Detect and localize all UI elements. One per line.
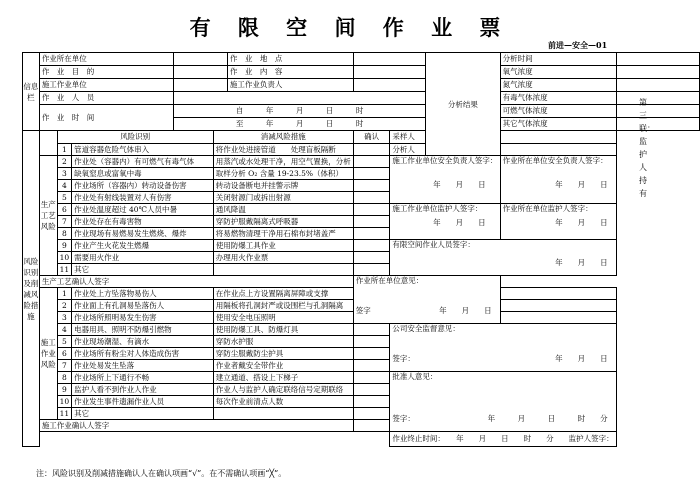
confirm-cell[interactable] <box>353 372 390 384</box>
risk-item: 作业场所上下通行不畅 <box>72 372 214 384</box>
analysis-value[interactable] <box>616 92 699 105</box>
analysis-item: 氮气浓度 <box>500 79 616 92</box>
process-risk-label: 生产工艺风险 <box>39 156 57 276</box>
row-number: 11 <box>57 408 72 420</box>
analysis-item: 分析时间 <box>500 53 616 66</box>
construction-lead-label: 施工作业负责人 <box>227 79 353 92</box>
analysis-label: 分析结果 <box>426 53 500 156</box>
owner-opinion[interactable] <box>353 276 500 324</box>
risk-item: 需要用火作业 <box>72 252 214 264</box>
risk-item: 作业处易发生坠落 <box>72 360 214 372</box>
row-number: 4 <box>57 180 72 192</box>
confirm-cell[interactable] <box>353 324 390 336</box>
measure-item: 转动设备断电并挂警示牌 <box>213 180 353 192</box>
confirm-cell[interactable] <box>353 204 390 216</box>
analysis-value[interactable] <box>616 79 699 92</box>
risk-measure-header: 消减风险措施 <box>213 131 353 144</box>
measure-item: 使用防爆工具作业 <box>213 240 353 252</box>
analysis-value[interactable] <box>616 66 699 79</box>
row-number: 5 <box>57 192 72 204</box>
row-number: 8 <box>57 372 72 384</box>
location-value[interactable] <box>353 53 425 66</box>
measure-item: 办理用火作业票 <box>213 252 353 264</box>
risk-identify-header: 风险识别 <box>57 131 213 144</box>
row-number: 1 <box>57 288 72 300</box>
risk-item: 作业处存在有毒害物 <box>72 216 214 228</box>
risk-item: 作业发生事件遗漏作业人员 <box>72 396 214 408</box>
time-label: 作 业 时 间 <box>39 105 173 131</box>
risk-item: 作业面上有孔洞易坠落伤人 <box>72 300 214 312</box>
measure-item: 建立通道、搭设上下梯子 <box>213 372 353 384</box>
row-number: 3 <box>57 168 72 180</box>
approver-sign: 签字： <box>392 414 415 423</box>
risk-section-label: 风险识别及削减风险措施 <box>23 131 40 447</box>
personnel-label: 作 业 人 员 <box>39 92 173 105</box>
time-from[interactable]: 自 年 月 日 时 <box>173 105 425 118</box>
measure-item: 每次作业前清点人数 <box>213 396 353 408</box>
copy-note: 第三联：监护人持有 <box>639 98 655 198</box>
analysis-item: 可燃气体浓度 <box>500 105 616 118</box>
purpose-label: 作 业 目 的 <box>39 66 173 79</box>
risk-item: 其它 <box>72 264 214 276</box>
analysis-value[interactable] <box>616 53 699 66</box>
confirm-cell[interactable] <box>353 144 390 156</box>
space-personnel-date: 年 月 日 <box>555 258 608 267</box>
measure-item: 用隔板将孔洞封严或设围栏与孔洞隔离 <box>213 300 353 312</box>
measure-item: 将易燃物清理干净用石棉布封堵盖严 <box>213 228 353 240</box>
row-number: 2 <box>57 300 72 312</box>
row-number: 4 <box>57 324 72 336</box>
risk-item: 作业处有射线装置对人有伤害 <box>72 192 214 204</box>
row-number: 11 <box>57 264 72 276</box>
row-number: 10 <box>57 396 72 408</box>
company-opinion-date: 年 月 日 <box>555 354 608 363</box>
row-number: 9 <box>57 240 72 252</box>
analysis-item: 其它气体浓度 <box>500 118 616 131</box>
row-number: 7 <box>57 360 72 372</box>
construction-unit-value[interactable] <box>173 79 227 92</box>
risk-item: 作业场所照明易发生伤害 <box>72 312 214 324</box>
row-number: 8 <box>57 228 72 240</box>
risk-item: 缺氧窒息或富氧中毒 <box>72 168 214 180</box>
row-number: 10 <box>57 252 72 264</box>
unit-guard-label: 施工作业单位监护人签字： <box>392 204 483 213</box>
risk-item: 电器用具、照明不防爆引燃物 <box>72 324 214 336</box>
construction-lead-value[interactable] <box>353 79 425 92</box>
risk-item: 作业处温度超过 40℃人员中暑 <box>72 204 214 216</box>
approver-label: 批准人意见： <box>392 372 438 381</box>
confirm-cell[interactable] <box>353 228 390 240</box>
measure-item: 取样分析 O₂ 含量 19-23.5%（体积） <box>213 168 353 180</box>
confirm-cell[interactable] <box>353 168 390 180</box>
confirm-cell[interactable] <box>353 156 390 168</box>
personnel-value[interactable] <box>173 92 425 105</box>
risk-item: 作业处（容器内）有可燃气有毒气体 <box>72 156 214 168</box>
risk-item: 作业现场有易燃易发生燃烧、爆炸 <box>72 228 214 240</box>
unit-safety-label: 施工作业单位安全负责人签字： <box>392 156 498 165</box>
measure-item: 在作业点上方设置隔离屏障或支撑 <box>213 288 353 300</box>
unit-guard-date: 年 月 日 <box>433 218 486 227</box>
company-opinion-label: 公司安全监督意见： <box>392 324 460 333</box>
company-opinion[interactable] <box>390 324 616 372</box>
analysis-item: 采样人 <box>390 131 426 144</box>
owner-guard-sign[interactable] <box>500 204 616 240</box>
work-permit-table <box>22 52 700 447</box>
risk-item: 作业场所（容器内）转动设备伤害 <box>72 180 214 192</box>
measure-item: 用蒸汽或水处理干净，用空气置换，分析 <box>213 156 353 168</box>
measure-item: 穿防水护服 <box>213 336 353 348</box>
unit-guard-sign[interactable] <box>390 204 500 240</box>
end-time-row[interactable]: 作业终止时间： 年 月 日 时 分 监护人签字： <box>390 432 616 447</box>
space-personnel-label: 有限空间作业人员签字： <box>392 240 475 249</box>
row-number: 7 <box>57 216 72 228</box>
confirm-cell[interactable] <box>353 384 390 396</box>
measure-item: 穿防护服戴隔离式呼吸器 <box>213 216 353 228</box>
unit-safety-date: 年 月 日 <box>433 180 486 189</box>
analysis-item: 分析人 <box>390 144 426 156</box>
confirm-cell[interactable] <box>353 264 390 276</box>
confirm-cell[interactable] <box>353 348 390 360</box>
confirm-cell[interactable] <box>500 288 616 300</box>
measure-item: 使用防爆工具、防爆灯具 <box>213 324 353 336</box>
analysis-value[interactable] <box>616 118 699 131</box>
risk-item: 管道容器危险气体串入 <box>72 144 214 156</box>
purpose-value[interactable] <box>173 66 227 79</box>
work-unit-label: 作业所在单位 <box>39 53 173 66</box>
row-number: 6 <box>57 204 72 216</box>
unit-safety-sign[interactable] <box>390 156 500 204</box>
risk-item: 作业产生火花发生燃爆 <box>72 240 214 252</box>
confirm-cell[interactable] <box>353 192 390 204</box>
work-unit-value[interactable] <box>173 53 227 66</box>
footnote: 注：风险识别及削减措施确认人在确认项画“√”。在不需确认项画“╳”。 <box>36 469 287 478</box>
risk-item: 作业处上方坠落物易伤人 <box>72 288 214 300</box>
confirm-cell[interactable] <box>353 180 390 192</box>
time-to[interactable]: 至 年 月 日 时 <box>173 118 425 131</box>
confirm-cell[interactable] <box>500 300 616 312</box>
measure-item: 作业者戴安全带作业 <box>213 360 353 372</box>
measure-item <box>213 408 353 420</box>
risk-item: 作业场所有粉尘对人体造成伤害 <box>72 348 214 360</box>
measure-item: 关闭射源门或拆出射源 <box>213 192 353 204</box>
confirm-cell[interactable] <box>353 216 390 228</box>
risk-item: 作业现场潮湿、有滴水 <box>72 336 214 348</box>
owner-guard-label: 作业所在单位监护人签字： <box>502 204 593 213</box>
approver-date: 年 月 日 时 分 <box>487 414 608 423</box>
analysis-item: 氧气浓度 <box>500 66 616 79</box>
measure-item: 使用安全电压照明 <box>213 312 353 324</box>
owner-safety-date: 年 月 日 <box>555 180 608 189</box>
owner-guard-date: 年 月 日 <box>555 218 608 227</box>
owner-safety-sign[interactable] <box>500 156 616 204</box>
measure-item: 穿防尘服戴防尘护具 <box>213 348 353 360</box>
measure-item <box>213 264 353 276</box>
confirm-header: 确认 <box>353 131 390 144</box>
confirm-cell[interactable] <box>353 360 390 372</box>
row-number: 2 <box>57 156 72 168</box>
measure-item: 将作业处进接管道 处理盲板隔断 <box>213 144 353 156</box>
confirm-cell[interactable] <box>500 312 616 324</box>
owner-opinion-sign: 签字 <box>355 306 371 315</box>
row-number: 9 <box>57 384 72 396</box>
work-risk-label: 施工作业风险 <box>39 288 57 420</box>
form-code: 前进—安全—01 <box>548 40 608 50</box>
confirm-cell[interactable] <box>353 252 390 264</box>
form-title: 有 限 空 间 作 业 票 <box>189 15 511 40</box>
work-confirm-sign[interactable]: 施工作业确认人签字 <box>39 420 353 432</box>
space-personnel-sign[interactable] <box>390 240 616 276</box>
approver-opinion[interactable] <box>390 372 616 432</box>
process-confirm-sign[interactable]: 生产工艺确认人签字 <box>39 276 353 288</box>
risk-item: 监护人看不到作业人作业 <box>72 384 214 396</box>
content-label: 作 业 内 容 <box>227 66 353 79</box>
analysis-item: 有毒气体浓度 <box>500 92 616 105</box>
confirm-cell[interactable] <box>353 408 390 420</box>
measure-item: 通风降温 <box>213 204 353 216</box>
owner-opinion-label: 作业所在单位意见： <box>355 276 424 285</box>
confirm-cell[interactable] <box>353 396 390 408</box>
row-number: 1 <box>57 144 72 156</box>
construction-unit-label: 施工作业单位 <box>39 79 173 92</box>
analysis-value[interactable] <box>500 131 616 144</box>
content-value[interactable] <box>353 66 425 79</box>
row-number: 6 <box>57 348 72 360</box>
owner-safety-label: 作业所在单位安全负责人签字： <box>502 156 608 165</box>
row-number: 3 <box>57 312 72 324</box>
location-label: 作 业 地 点 <box>227 53 353 66</box>
confirm-cell[interactable] <box>353 336 390 348</box>
company-opinion-sign: 签字： <box>392 354 415 363</box>
confirm-cell[interactable] <box>353 240 390 252</box>
measure-item: 作业人与监护人确定联络信号定期联络 <box>213 384 353 396</box>
info-section-label: 信息栏 <box>23 53 40 131</box>
risk-item: 其它 <box>72 408 214 420</box>
owner-opinion-date: 年 月 日 <box>439 306 492 315</box>
analysis-value[interactable] <box>500 144 616 156</box>
row-number: 5 <box>57 336 72 348</box>
analysis-value[interactable] <box>616 105 699 118</box>
